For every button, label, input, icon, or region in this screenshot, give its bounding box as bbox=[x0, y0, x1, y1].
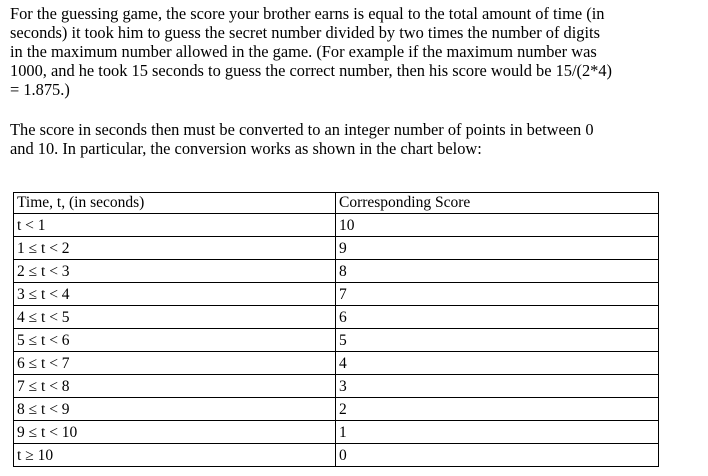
score-cell: 8 bbox=[335, 260, 658, 283]
paragraph-line: 1000, and he took 15 seconds to guess the correct number, then his score would be 15/(2*4) bbox=[10, 61, 613, 80]
paragraph-scoring-rule bbox=[10, 4, 700, 99]
score-conversion-table bbox=[13, 192, 659, 467]
table-row bbox=[14, 352, 659, 375]
time-range-cell: 3 ≤ t < 4 bbox=[14, 283, 336, 306]
score-cell: 9 bbox=[335, 237, 658, 260]
score-cell: 7 bbox=[335, 283, 658, 306]
table-header-row bbox=[14, 193, 659, 214]
paragraph-conversion bbox=[10, 120, 700, 158]
time-range-cell: 7 ≤ t < 8 bbox=[14, 375, 336, 398]
score-cell: 2 bbox=[335, 398, 658, 421]
table-row bbox=[14, 398, 659, 421]
paragraph-line: = 1.875.) bbox=[10, 80, 70, 99]
header-score: Corresponding Score bbox=[335, 193, 658, 214]
table-row bbox=[14, 214, 659, 237]
score-cell: 6 bbox=[335, 306, 658, 329]
table-row bbox=[14, 375, 659, 398]
score-cell: 3 bbox=[335, 375, 658, 398]
document-body bbox=[10, 4, 700, 158]
header-time: Time, t, (in seconds) bbox=[14, 193, 336, 214]
score-cell: 5 bbox=[335, 329, 658, 352]
paragraph-line: seconds) it took him to guess the secret number divided by two times the number of digits bbox=[10, 23, 600, 42]
table-row bbox=[14, 283, 659, 306]
time-range-cell: 1 ≤ t < 2 bbox=[14, 237, 336, 260]
time-range-cell: 2 ≤ t < 3 bbox=[14, 260, 336, 283]
time-range-cell: 4 ≤ t < 5 bbox=[14, 306, 336, 329]
score-cell: 10 bbox=[335, 214, 658, 237]
paragraph-line: in the maximum number allowed in the game. (For example if the maximum number was bbox=[10, 42, 597, 61]
time-range-cell: 9 ≤ t < 10 bbox=[14, 421, 336, 444]
paragraph-line: The score in seconds then must be converted to an integer number of points in between 0 bbox=[10, 120, 594, 139]
table-row bbox=[14, 329, 659, 352]
score-cell: 1 bbox=[335, 421, 658, 444]
time-range-cell: 8 ≤ t < 9 bbox=[14, 398, 336, 421]
score-cell: 0 bbox=[335, 444, 658, 467]
paragraph-line: and 10. In particular, the conversion works as shown in the chart below: bbox=[10, 139, 482, 158]
time-range-cell: 6 ≤ t < 7 bbox=[14, 352, 336, 375]
table-row bbox=[14, 444, 659, 467]
score-cell: 4 bbox=[335, 352, 658, 375]
table-row bbox=[14, 237, 659, 260]
time-range-cell: t < 1 bbox=[14, 214, 336, 237]
table-row bbox=[14, 306, 659, 329]
table-row bbox=[14, 260, 659, 283]
paragraph-line: For the guessing game, the score your brother earns is equal to the total amount of time (in bbox=[10, 4, 605, 23]
time-range-cell: t ≥ 10 bbox=[14, 444, 336, 467]
time-range-cell: 5 ≤ t < 6 bbox=[14, 329, 336, 352]
table-row bbox=[14, 421, 659, 444]
